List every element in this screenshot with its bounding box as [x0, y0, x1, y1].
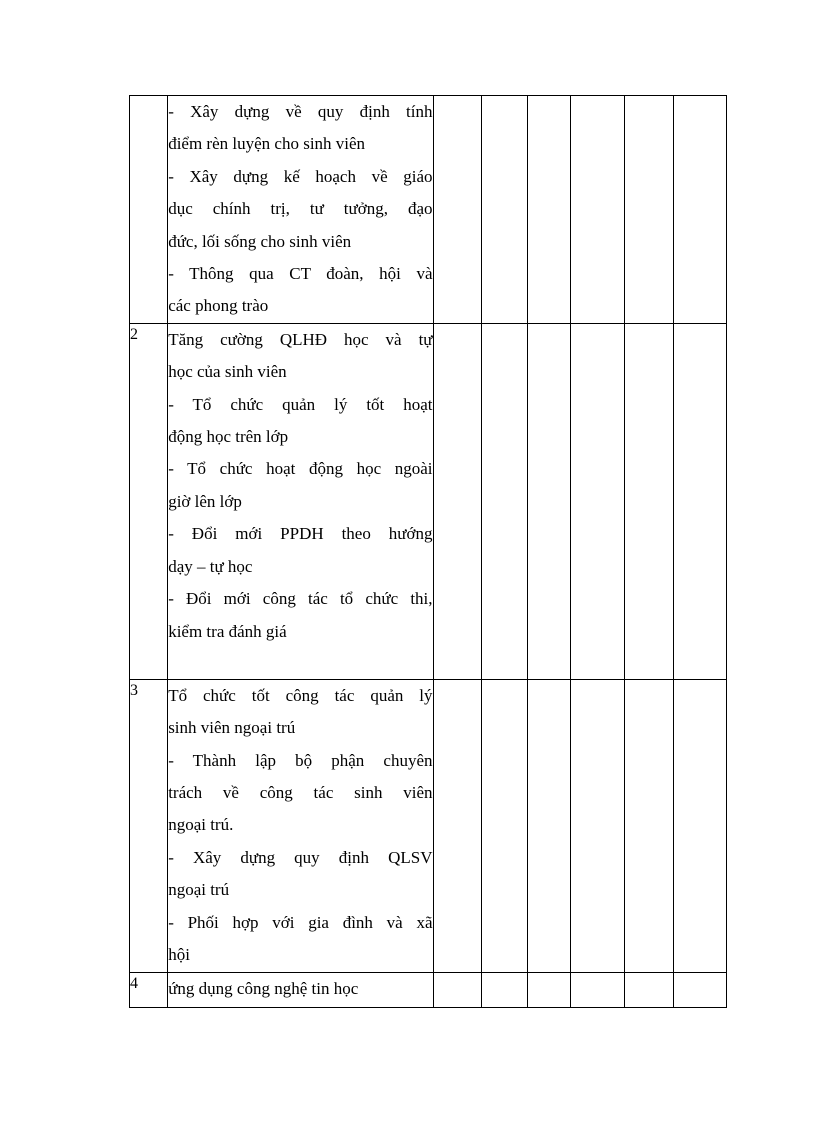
rating-cell	[571, 96, 625, 324]
row-number: 2	[130, 325, 138, 343]
rating-cell	[481, 323, 527, 679]
rating-cell	[673, 679, 726, 972]
table-row	[130, 323, 727, 679]
content-line: các phong trào	[168, 296, 269, 316]
table-row	[130, 96, 727, 324]
rating-cell	[481, 96, 527, 324]
row-number: 3	[130, 681, 138, 699]
rating-cell	[481, 679, 527, 972]
rating-cell	[571, 679, 625, 972]
row-content-cell	[168, 323, 433, 679]
content-line: dục chính trị, tư tưởng, đạo	[168, 199, 433, 219]
table-row	[130, 679, 727, 972]
content-line: đức, lối sống cho sinh viên	[168, 231, 352, 251]
content-line: ứng dụng công nghệ tin học	[168, 978, 359, 998]
rating-cell	[625, 972, 673, 1007]
rating-cell	[433, 972, 481, 1007]
rating-cell	[625, 679, 673, 972]
rating-cell	[625, 323, 673, 679]
content-line: - Tổ chức hoạt động học ngoài	[168, 459, 433, 479]
rating-cell	[481, 972, 527, 1007]
row-number: 4	[130, 974, 138, 992]
evaluation-table	[129, 95, 727, 1008]
rating-cell	[673, 972, 726, 1007]
content-line: hội	[168, 945, 190, 965]
content-line: - Thông qua CT đoàn, hội và	[168, 264, 433, 284]
row-content-cell	[168, 972, 433, 1007]
rating-cell	[527, 679, 570, 972]
content-line: - Xây dựng về quy định tính	[168, 102, 433, 121]
content-line: - Đổi mới PPDH theo hướng	[168, 524, 433, 544]
content-line: học của sinh viên	[168, 362, 287, 382]
row-content-cell	[168, 679, 433, 972]
content-line: dạy – tự học	[168, 556, 253, 576]
row-number-cell	[130, 972, 168, 1007]
row-content-cell	[168, 96, 433, 324]
row-number-cell	[130, 96, 168, 324]
rating-cell	[433, 679, 481, 972]
content-line: trách về công tác sinh viên	[168, 783, 433, 803]
content-line: - Xây dựng kế hoạch về giáo	[168, 166, 433, 186]
rating-cell	[625, 96, 673, 324]
content-line: - Đổi mới công tác tổ chức thi,	[168, 589, 433, 609]
content-line: Tăng cường QLHĐ học và tự	[168, 329, 433, 349]
content-line: động học trên lớp	[168, 427, 289, 447]
content-line: Tổ chức tốt công tác quản lý	[168, 685, 433, 705]
content-line: kiểm tra đánh giá	[168, 621, 287, 641]
content-line: - Phối hợp với gia đình và xã	[168, 912, 433, 932]
rating-cell	[527, 323, 570, 679]
rating-cell	[673, 96, 726, 324]
content-line: điểm rèn luyện cho sinh viên	[168, 134, 366, 154]
content-line: ngoại trú.	[168, 815, 234, 835]
table-row	[130, 972, 727, 1007]
content-line: - Thành lập bộ phận chuyên	[168, 750, 433, 770]
rating-cell	[433, 323, 481, 679]
rating-cell	[527, 972, 570, 1007]
content-line: - Tổ chức quản lý tốt hoạt	[168, 394, 433, 414]
rating-cell	[527, 96, 570, 324]
rating-cell	[571, 323, 625, 679]
row-number-cell	[130, 323, 168, 679]
content-line: - Xây dựng quy định QLSV	[168, 847, 433, 867]
row-number-cell	[130, 679, 168, 972]
content-line: ngoại trú	[168, 880, 230, 900]
rating-cell	[673, 323, 726, 679]
content-line: sinh viên ngoại trú	[168, 718, 296, 738]
rating-cell	[571, 972, 625, 1007]
content-line: giờ lên lớp	[168, 491, 242, 511]
rating-cell	[433, 96, 481, 324]
